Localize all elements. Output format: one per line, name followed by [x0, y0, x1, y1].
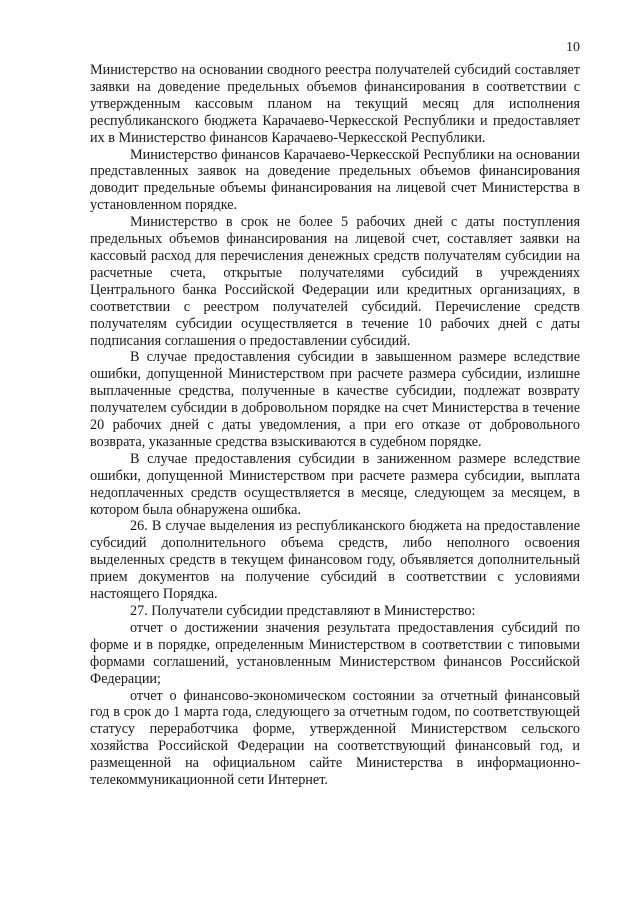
paragraph-result-report: отчет о достижении значения результата предоставления субсидий по форме и в порядке, определенным Министерством в соответствии с типовыми формами соглашений, установленным Министерством финансов Российской Федерации; — [90, 619, 580, 687]
paragraph-cash-expenses: Министерство в срок не более 5 рабочих дней с даты поступления предельных объемов финансирования на лицевой счет, составляет заявки на кассовый расход для перечисления денежных средств получателям субсидии на расчетные счета, открытые получателями субсидий в учреждениях Центрального банка Российской Федерации или кредитных организациях, в соответствии с реестром получателей субсидий. Перечисление средств получателям субсидии осуществляется в течение 10 рабочих дней с даты подписания соглашения о предоставлении субсидий. — [90, 214, 580, 349]
paragraph-financial-report: отчет о финансово-экономическом состоянии за отчетный финансовый год в срок до 1 марта года, следующего за отчетным годом, по соответствующей статусу переработчика форме, утвержденной Министерством сельского хозяйства Российской Федерации на соответствующий финансовый год, и размещенной на официальном сайте Министерства в информационно-телекоммуникационной сети Интернет. — [90, 687, 580, 789]
document-body — [90, 62, 580, 789]
paragraph-budget-requests: Министерство на основании сводного реестра получателей субсидий составляет заявки на доведение предельных объемов финансирования в соответствии с утвержденным кассовым планом на текущий месяц для исполнения республиканского бюджета Карачаево-Черкесской Республики и предоставляет их в Министерство финансов Карачаево-Черкесской Республики. — [90, 62, 580, 146]
paragraph-item-26: 26. В случае выделения из республиканского бюджета на предоставление субсидий дополнительного объема средств, либо неполного освоения выделенных средств в текущем финансовом году, объявляется дополнительный прием документов на получение субсидий в соответствии с условиями настоящего Порядка. — [90, 518, 580, 603]
paragraph-ministry-finance: Министерство финансов Карачаево-Черкесской Республики на основании представленных заявок на доведение предельных объемов финансирования доводит предельные объемы финансирования на лицевой счет Министерства в установленном порядке. — [90, 146, 580, 214]
paragraph-underpayment: В случае предоставления субсидии в заниженном размере вследствие ошибки, допущенной Министерством при расчете размера субсидии, выплата недоплаченных средств осуществляется в месяце, следующем за месяцем, в котором была обнаружена ошибка. — [90, 450, 580, 518]
paragraph-item-27: 27. Получатели субсидии представляют в Министерство: — [130, 603, 476, 619]
paragraph-overpayment-return: В случае предоставления субсидии в завышенном размере вследствие ошибки, допущенной Министерством при расчете размера субсидии, излишне выплаченные средства, полученные в качестве субсидии, подлежат возврату получателем субсидии в добровольном порядке на счет Министерства в течение 20 рабочих дней с даты уведомления, а при его отказе от добровольного возврата, указанные средства взыскиваются в судебном порядке. — [90, 349, 580, 450]
page-number: 10 — [566, 40, 580, 55]
